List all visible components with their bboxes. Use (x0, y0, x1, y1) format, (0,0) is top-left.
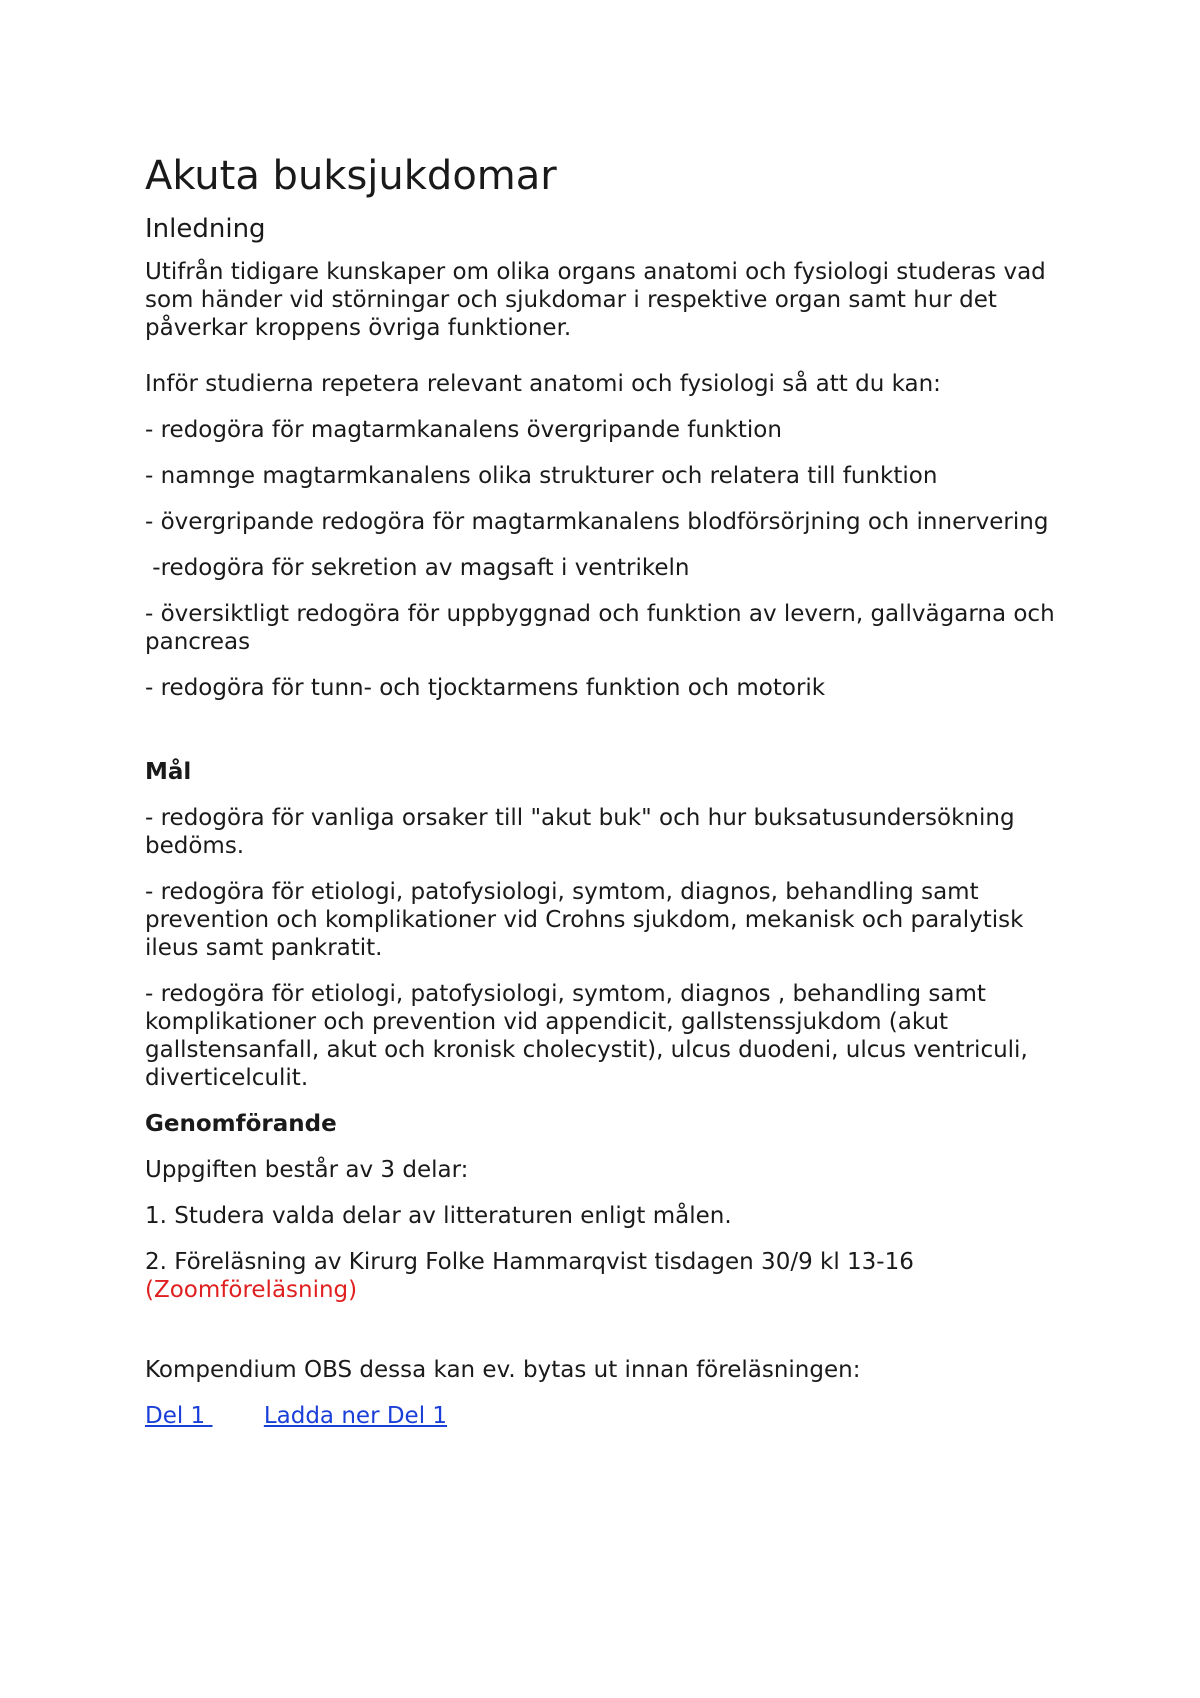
compendium-links (145, 1402, 1075, 1430)
intro-text: Utifrån tidigare kunskaper om olika organs anatomi och fysiologi studeras vad som händer vid störningar och sjukdomar i respektive organ samt hur det påverkar kroppens övriga funktioner. (145, 259, 1046, 341)
zoom-note: (Zoomföreläsning) (145, 1277, 358, 1303)
goal-item: - redogöra för etiologi, patofysiologi, symtom, diagnos , behandling samt komplikationer och prevention vid appendicit, gallstenssjukdom (akut gallstensanfall, akut och kronisk cholecystit), ulcus duodeni, ulcus ventriculi, diverticelculit. (145, 981, 1028, 1091)
execution-step-text: 2. Föreläsning av Kirurg Folke Hammarqvist tisdagen 30/9 kl 13-16 (145, 1249, 914, 1275)
execution-step (145, 1248, 945, 1304)
goals-heading: Mål (145, 759, 192, 785)
prep-lead: Inför studierna repetera relevant anatomi och fysiologi så att du kan: (145, 371, 941, 397)
compendium-text: Kompendium OBS dessa kan ev. bytas ut innan föreläsningen: (145, 1357, 861, 1383)
intro-heading: Inledning (145, 214, 266, 244)
goal-item: - redogöra för vanliga orsaker till "akut buk" och hur buksatusundersökning bedöms. (145, 805, 1015, 859)
goal-item: - redogöra för etiologi, patofysiologi, symtom, diagnos, behandling samt prevention och komplikationer vid Crohns sjukdom, mekanisk och paralytisk ileus samt pankratit. (145, 879, 1024, 961)
prep-item: - namnge magtarmkanalens olika strukturer och relatera till funktion (145, 463, 938, 489)
page-title: Akuta buksjukdomar (145, 153, 557, 199)
download-del1-link[interactable]: Ladda ner Del 1 (263, 1403, 448, 1429)
execution-lead: Uppgiften består av 3 delar: (145, 1157, 469, 1183)
prep-item: - översiktligt redogöra för uppbyggnad och funktion av levern, gallvägarna och pancreas (145, 601, 1055, 655)
document-page (145, 150, 1075, 1448)
del1-link[interactable]: Del 1 (145, 1403, 213, 1429)
prep-item: - övergripande redogöra för magtarmkanalens blodförsörjning och innervering (145, 509, 1049, 535)
execution-step: 1. Studera valda delar av litteraturen enligt målen. (145, 1203, 732, 1229)
execution-heading: Genomförande (145, 1111, 337, 1137)
prep-item: - redogöra för tunn- och tjocktarmens funktion och motorik (145, 675, 826, 701)
prep-item: -redogöra för sekretion av magsaft i ventrikeln (145, 555, 690, 581)
prep-item: - redogöra för magtarmkanalens övergripande funktion (145, 417, 782, 443)
